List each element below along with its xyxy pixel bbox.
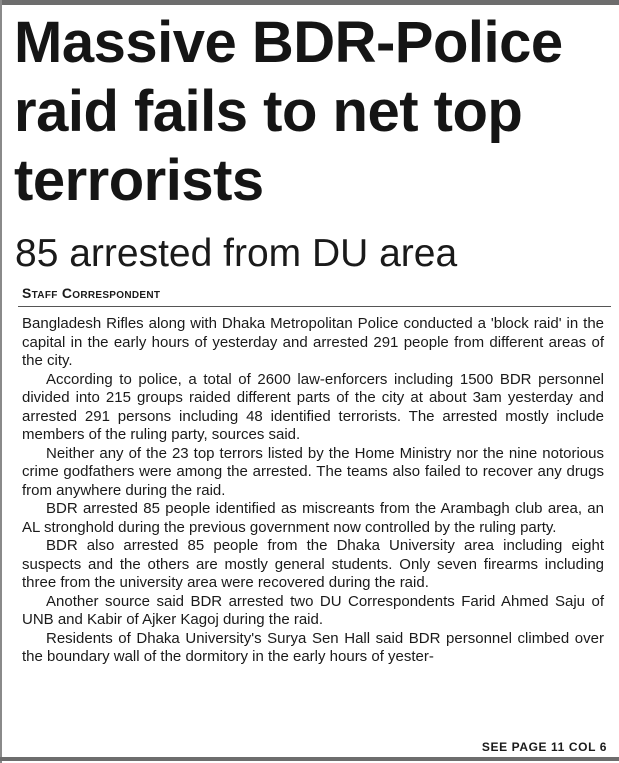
article-paragraph: BDR arrested 85 people identified as miscreants from the Arambagh club area, an AL stronghold during the previous government now controlled by the ruling party. xyxy=(22,500,604,536)
article-subheadline: 85 arrested from DU area xyxy=(15,232,458,275)
article-body xyxy=(22,315,604,667)
article-headline: Massive BDR-Police raid fails to net top terrorists xyxy=(14,10,563,213)
article-paragraph: Bangladesh Rifles along with Dhaka Metropolitan Police conducted a 'block raid' in the capital in the early hours of yesterday and arrested 291 people from different areas of the city. xyxy=(22,315,604,369)
continuation-jump-line: SEE PAGE 11 COL 6 xyxy=(481,740,607,754)
article-paragraph: According to police, a total of 2600 law-enforcers including 1500 BDR personnel divided into 215 groups raided different parts of the city at about 3am yesterday and arrested 291 persons including 48 identified terrorists. The arrested mostly include members of the ruling party, sources said. xyxy=(22,370,604,443)
article-paragraph: BDR also arrested 85 people from the Dhaka University area including eight suspects and the others are mostly general students. Only seven firearms including three from the university area were recovered during the raid. xyxy=(22,537,604,591)
article-paragraph: Residents of Dhaka University's Surya Sen Hall said BDR personnel climbed over the boundary wall of the dormitory in the early hours of yester- xyxy=(22,629,604,665)
byline-divider xyxy=(18,306,611,307)
article-paragraph: Neither any of the 23 top terrors listed by the Home Ministry nor the nine notorious crime godfathers were among the arrested. The teams also failed to recover any drugs from anywhere during the raid. xyxy=(22,444,604,499)
article-byline: Staff Correspondent xyxy=(22,285,161,301)
bottom-border-rule xyxy=(0,757,619,761)
left-border-rule xyxy=(0,0,2,763)
top-border-rule xyxy=(0,0,619,5)
article-paragraph: Another source said BDR arrested two DU Correspondents Farid Ahmed Saju of UNB and Kabir of Ajker Kagoj during the raid. xyxy=(22,592,604,628)
